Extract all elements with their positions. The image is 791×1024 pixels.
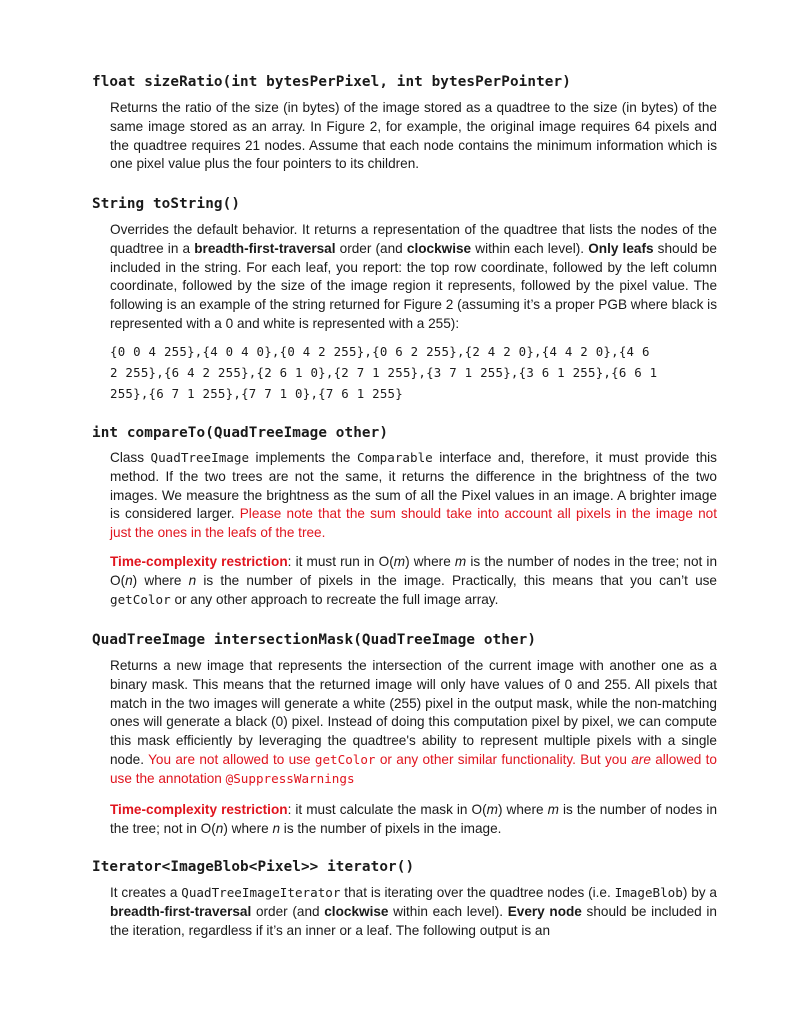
text-run: Returns a new image that represents the intersection of the current image with another one as a binary mask. This means that the returned image will only have values of 0 and 255. All pixels that match in the two images will generate a white (255) pixel in the output mask, while the non-matching ones will generate a black (0) pixel. Instead of doing this computation pixel by pixel, we can compute this mask efficiently by leveraging the quadtree's ability to represent multiple pixels with a single node. (110, 658, 717, 767)
text-run: within each level). (388, 903, 508, 919)
inline-code: @SuppressWarnings (225, 770, 355, 786)
bold-text: clockwise (406, 240, 472, 256)
text-run: order (and (251, 903, 325, 919)
section-size-ratio (0, 74, 571, 90)
inline-code: ImageBlob (614, 885, 683, 900)
italic-var: n (188, 572, 197, 588)
red-italic: are (631, 751, 651, 767)
italic-var: m (454, 554, 467, 569)
inline-code: QuadTreeImage (150, 450, 250, 465)
bold-text: breadth-first-traversal (194, 240, 336, 256)
paragraph (0, 657, 717, 789)
red-note: You are not allowed to use (148, 751, 315, 767)
text-run: ) by a (682, 885, 717, 900)
text-run: order (and (335, 240, 407, 256)
text-run: is the number of nodes in the tree; not in O( (110, 802, 718, 836)
italic-var: n (215, 820, 224, 836)
text-run: Overrides the default behavior. It returns a representation of the quadtree that lists the nodes of the quadtree in a (110, 222, 717, 256)
method-signature: String toString() (92, 196, 241, 212)
to-string-example (0, 341, 720, 404)
text-run: : it must run in O( (287, 554, 394, 569)
paragraph: Returns the ratio of the size (in bytes) of the image stored as a quadtree to the size (in bytes) of the same image stored as an array. In Figure 2, for example, the original image requires 64 pixels and the quadtree requires 21 nodes. Assume that each node contains the minimum information which is one pixel value plus the four pointers to its children. (110, 100, 717, 172)
text-run: ) where (223, 820, 273, 836)
code-line: 255},{6 7 1 255},{7 7 1 0},{7 6 1 255} (110, 386, 403, 401)
section-intersection-mask (0, 632, 536, 648)
method-signature: QuadTreeImage intersectionMask(QuadTreeImage other) (92, 632, 537, 648)
iterator-description (0, 884, 717, 940)
text-run: should be included in the string. For each leaf, you report: the top row coordinate, followed by the left column coordinate, followed by the size of the image region it represents, followed by the pixel value. The following is an example of the string returned for Figure 2 (assuming it’s a proper PGB where black is represented with a 0 and white is represented with a 255): (110, 240, 717, 331)
inline-code: getColor (110, 591, 171, 607)
compare-to-complexity (0, 553, 717, 609)
text-run: ) where (497, 802, 548, 817)
text-run: is the number of pixels in the image. Practically, this means that you can’t use (196, 572, 717, 588)
paragraph (0, 801, 717, 839)
paragraph (0, 221, 717, 334)
italic-var: m (393, 554, 406, 569)
method-signature: Iterator<ImageBlob<Pixel>> iterator() (92, 859, 415, 875)
code-line: {0 0 4 255},{4 0 4 0},{0 4 2 255},{0 6 2 255},{2 4 2 0},{4 4 2 0},{4 6 (110, 344, 650, 359)
italic-var: n (125, 572, 133, 588)
method-signature: int compareTo(QuadTreeImage other) (92, 425, 389, 441)
italic-var: m (547, 802, 559, 817)
paragraph (0, 884, 717, 940)
text-run: is the number of pixels in the image. (280, 820, 502, 836)
section-compare-to (0, 425, 388, 441)
method-signature: float sizeRatio(int bytesPerPixel, int bytesPerPointer) (92, 74, 571, 90)
italic-var: m (486, 802, 498, 817)
inline-code: Comparable (356, 450, 433, 465)
intersection-complexity (0, 801, 717, 839)
inline-code: QuadTreeImageIterator (181, 885, 341, 900)
bold-text: clockwise (324, 903, 389, 919)
text-run: or any other approach to recreate the full image array. (170, 591, 499, 607)
code-line: 2 255},{6 4 2 255},{2 6 1 0},{2 7 1 255},{3 7 1 255},{3 6 1 255},{6 6 1 (110, 365, 658, 380)
text-run: interface and, therefore, it must provide this method. If the two trees are not the same, it returns the difference in the brightness of the two images. We measure the brightness as the sum of all the Pixel values in an image. A brighter image is considered larger. (110, 450, 717, 522)
text-run: Class (110, 450, 151, 465)
paragraph (0, 553, 717, 609)
red-note: Please note that the sum should take into account all pixels in the image not just the ones in the leafs of the tree. (110, 506, 717, 541)
paragraph (0, 449, 717, 543)
restriction-label: Time-complexity restriction (110, 802, 288, 817)
code-example (0, 341, 720, 404)
bold-text: breadth-first-traversal (110, 903, 252, 919)
text-run: : it must calculate the mask in O( (287, 802, 487, 817)
italic-var: n (272, 820, 281, 836)
text-run: that is iterating over the quadtree nodes (i.e. (340, 885, 615, 900)
text-run: should be included in the iteration, regardless if it’s an inner or a leaf. The following output is an (110, 903, 717, 938)
section-to-string (0, 196, 240, 212)
to-string-description (0, 221, 717, 334)
inline-code: getColor (314, 751, 376, 767)
red-note: allowed to use the annotation (110, 751, 717, 786)
text-run: ) where (405, 554, 455, 569)
text-run: It creates a (110, 885, 182, 900)
compare-to-description (0, 449, 717, 543)
text-run: ) where (132, 572, 189, 588)
text-run: implements the (249, 450, 357, 465)
bold-text: Every node (507, 903, 582, 919)
text-run: is the number of nodes in the tree; not in O( (110, 554, 718, 588)
restriction-label: Time-complexity restriction (110, 554, 288, 569)
bold-text: Only leafs (588, 240, 654, 256)
intersection-description (0, 657, 717, 789)
red-note: or any other similar functionality. But you (375, 751, 632, 767)
section-iterator (0, 859, 414, 875)
text-run: within each level). (471, 240, 589, 256)
size-ratio-description (0, 99, 717, 174)
